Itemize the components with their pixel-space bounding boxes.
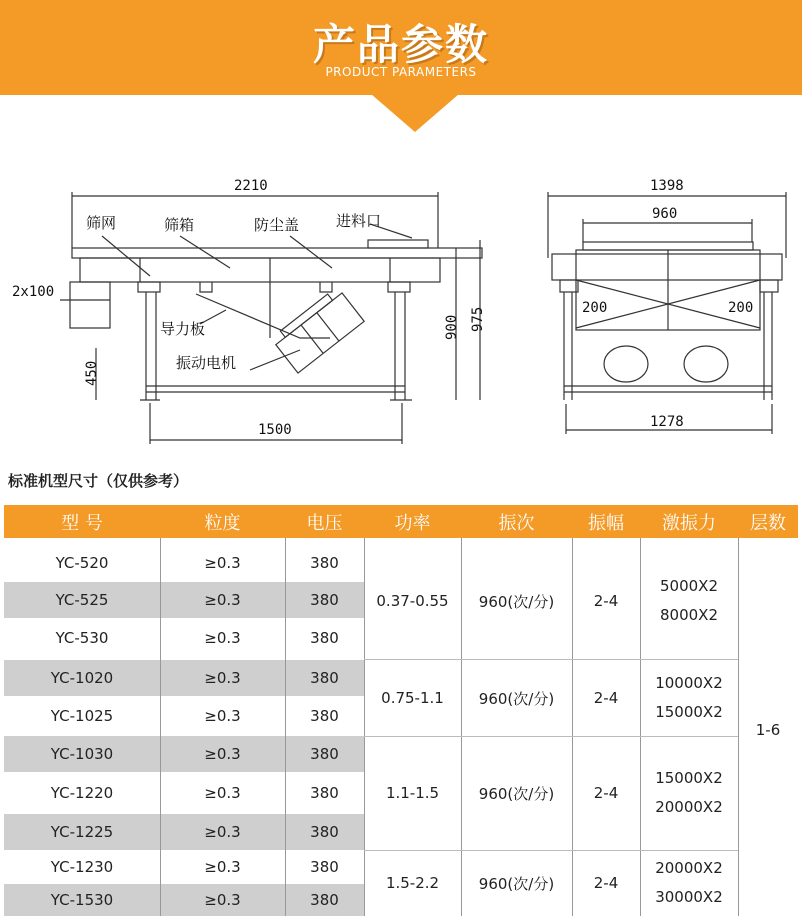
row-3-voltage: 380: [310, 629, 339, 647]
header-power: 功率: [364, 505, 461, 538]
group-3-force: [640, 736, 738, 850]
spec-table: [4, 505, 798, 916]
header-frequency: 振次: [461, 505, 572, 538]
group-1-force: [640, 544, 738, 658]
grid-line: [364, 659, 738, 660]
dim-1278: 1278: [650, 414, 684, 430]
label-screen: 筛网: [86, 214, 117, 232]
technical-drawing: [0, 168, 802, 458]
row-4-voltage: 380: [285, 660, 364, 696]
label-box: 筛箱: [164, 216, 195, 234]
group-3-amplitude: 2-4: [593, 784, 619, 802]
label-feed-inlet: 进料口: [336, 212, 382, 230]
header-voltage: 电压: [285, 505, 364, 538]
row-5-model: YC-1025: [50, 707, 114, 725]
row-1-voltage: 380: [310, 554, 339, 572]
grid-line: [364, 538, 365, 916]
row-7-model: YC-1220: [50, 784, 114, 802]
group-2-amplitude: 2-4: [593, 689, 619, 707]
dim-200-left: 200: [582, 300, 608, 316]
row-2-size: ≥0.3: [160, 582, 285, 618]
header-amplitude: 振幅: [572, 505, 640, 538]
row-10-model: YC-1530: [4, 884, 160, 916]
header-model: 型 号: [4, 505, 160, 538]
grid-line: [285, 538, 286, 916]
grid-line: [461, 538, 462, 916]
dim-1398: 1398: [650, 178, 684, 194]
label-guide-plate: 导力板: [160, 320, 206, 338]
grid-line: [572, 538, 573, 916]
header-layers: 层数: [738, 505, 798, 538]
group-1-force-a: 5000X2: [660, 577, 718, 595]
group-2-force-b: 15000X2: [655, 703, 723, 721]
dim-inlet: 2x100: [12, 284, 55, 300]
row-5-size: ≥0.3: [204, 707, 241, 725]
label-vibration-motor: 振动电机: [176, 354, 237, 372]
group-1-force-b: 8000X2: [660, 606, 718, 624]
banner-title: 产品参数: [312, 20, 489, 69]
dim-900: 900: [444, 314, 460, 340]
group-4-force: [640, 850, 738, 916]
row-9-size: ≥0.3: [204, 858, 241, 876]
group-1-power: 0.37-0.55: [376, 592, 449, 610]
group-2-power: 0.75-1.1: [381, 689, 444, 707]
row-6-size: ≥0.3: [160, 736, 285, 772]
group-4-power: 1.5-2.2: [385, 874, 440, 892]
row-4-model: YC-1020: [4, 660, 160, 696]
layers-value: 1-6: [755, 721, 781, 739]
group-1-amplitude: 2-4: [593, 592, 619, 610]
row-1-size: ≥0.3: [204, 554, 241, 572]
group-4-force-a: 20000X2: [655, 859, 723, 877]
grid-line: [364, 850, 738, 851]
group-2-force-a: 10000X2: [655, 674, 723, 692]
row-9-model: YC-1230: [50, 858, 114, 876]
row-1-model: YC-520: [55, 554, 109, 572]
group-3-force-b: 20000X2: [655, 798, 723, 816]
row-3-model: YC-530: [55, 629, 109, 647]
banner-notch: [371, 94, 459, 132]
row-3-size: ≥0.3: [204, 629, 241, 647]
table-caption: 标准机型尺寸（仅供参考）: [8, 472, 189, 490]
row-2-model: YC-525: [4, 582, 160, 618]
group-3-force-a: 15000X2: [655, 769, 723, 787]
dim-450: 450: [84, 360, 100, 386]
label-dust-cover: 防尘盖: [254, 216, 300, 234]
group-2-frequency: 960(次/分): [478, 689, 555, 708]
grid-line: [160, 538, 161, 916]
group-1-frequency: 960(次/分): [478, 592, 555, 611]
row-8-model: YC-1225: [4, 814, 160, 850]
row-9-voltage: 380: [310, 858, 339, 876]
group-3-frequency: 960(次/分): [478, 784, 555, 803]
header-banner: [0, 0, 802, 95]
header-force: 激振力: [640, 505, 738, 538]
row-7-size: ≥0.3: [204, 784, 241, 802]
row-8-voltage: 380: [285, 814, 364, 850]
grid-line: [364, 736, 738, 737]
dim-960: 960: [652, 206, 678, 222]
group-4-amplitude: 2-4: [593, 874, 619, 892]
grid-line: [738, 538, 739, 916]
group-2-force: [640, 660, 738, 736]
row-6-model: YC-1030: [4, 736, 160, 772]
row-5-voltage: 380: [310, 707, 339, 725]
row-2-voltage: 380: [285, 582, 364, 618]
group-3-power: 1.1-1.5: [385, 784, 440, 802]
group-4-force-b: 30000X2: [655, 888, 723, 906]
row-7-voltage: 380: [310, 784, 339, 802]
dim-975: 975: [470, 306, 486, 332]
header-size: 粒度: [160, 505, 285, 538]
dim-2210: 2210: [234, 178, 268, 194]
row-10-size: ≥0.3: [160, 884, 285, 916]
group-4-frequency: 960(次/分): [478, 874, 555, 893]
row-6-voltage: 380: [285, 736, 364, 772]
grid-line: [640, 538, 641, 916]
banner-subtitle: PRODUCT PARAMETERS: [325, 65, 477, 79]
row-10-voltage: 380: [285, 884, 364, 916]
row-8-size: ≥0.3: [160, 814, 285, 850]
dim-1500: 1500: [258, 422, 292, 438]
row-4-size: ≥0.3: [160, 660, 285, 696]
dim-200-right: 200: [728, 300, 754, 316]
